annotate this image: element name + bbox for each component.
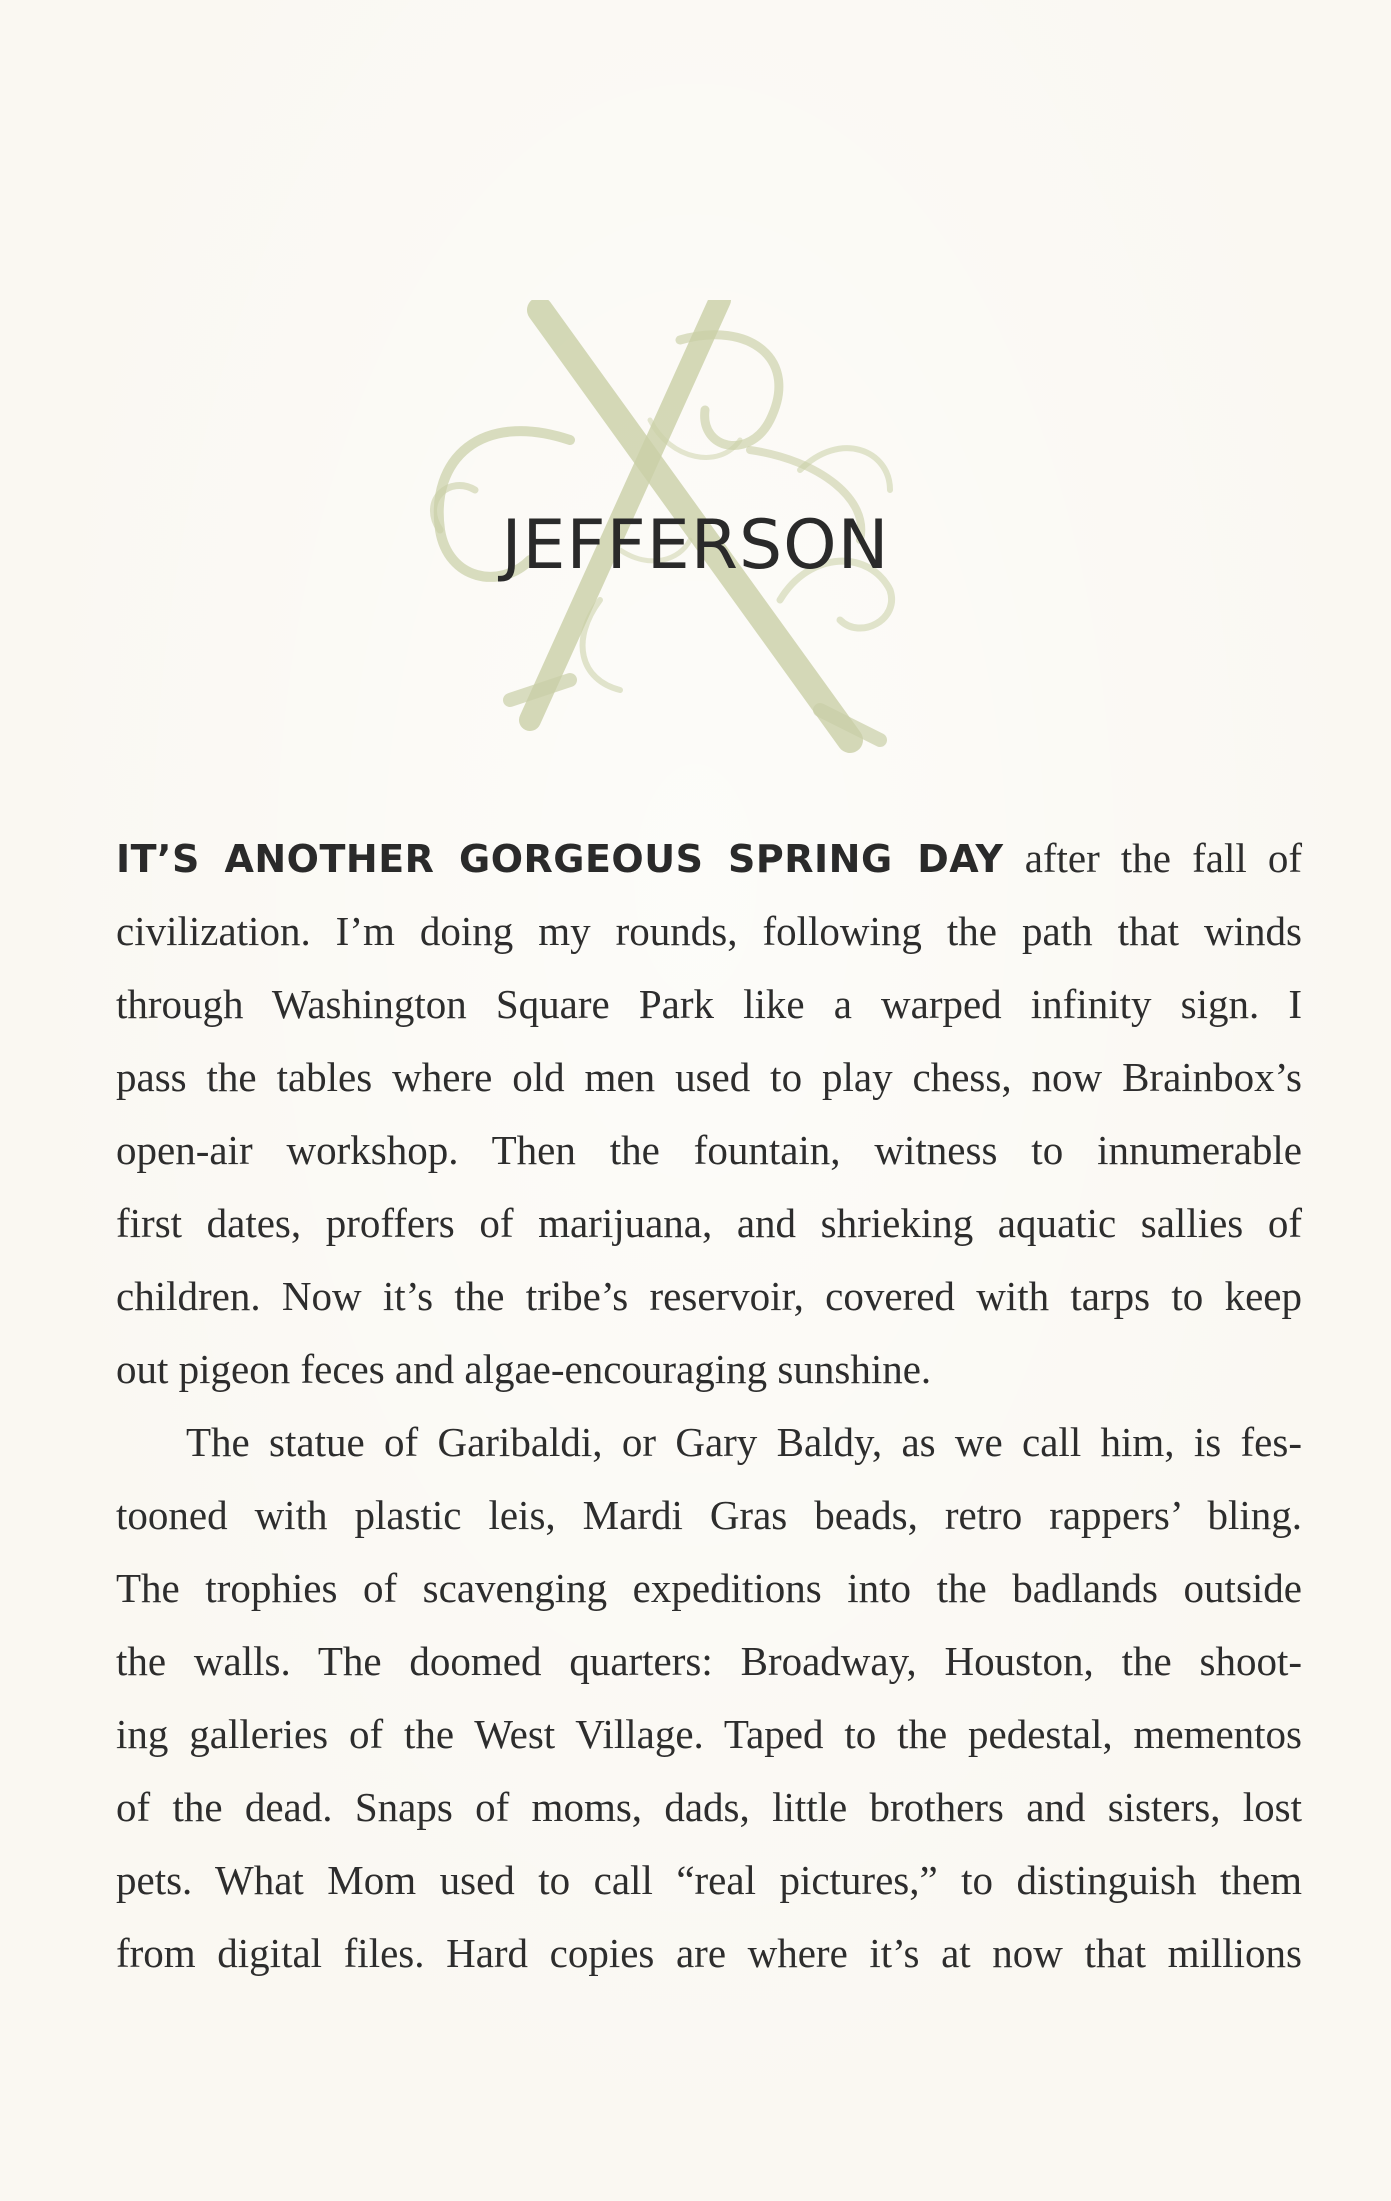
text-line-2: civilization. I’m doing my rounds, following the path that winds [116,908,1302,954]
text-line-13: ing galleries of the West Village. Taped to the pedestal, mementos [116,1711,1302,1757]
text-line-6: first dates, proffers of marijuana, and shrieking aquatic sallies of [116,1200,1302,1246]
text-line-10: tooned with plastic leis, Mardi Gras beads, retro rappers’ bling. [116,1492,1302,1538]
text-line-14: of the dead. Snaps of moms, dads, little brothers and sisters, lost [116,1784,1302,1830]
body-text [116,822,1302,1990]
text-line-8: out pigeon feces and algae-encouraging sunshine. [116,1346,932,1392]
text-line-7: children. Now it’s the tribe’s reservoir, covered with tarps to keep [116,1273,1302,1319]
text-line-1-rest: after the fall of [1003,835,1302,881]
text-line-15: pets. What Mom used to call “real pictures,” to distinguish them [116,1857,1302,1903]
text-line-3: through Washington Square Park like a warped infinity sign. I [116,981,1302,1027]
text-line-1 [116,822,1302,895]
chapter-title: JEFFERSON [501,506,890,585]
text-line-5: open-air workshop. Then the fountain, witness to innumerable [116,1127,1302,1173]
text-line-9: The statue of Garibaldi, or Gary Baldy, as we call him, is fes- [186,1419,1302,1465]
lead-in-text: IT’S ANOTHER GORGEOUS SPRING DAY [116,837,1004,881]
text-line-12: the walls. The doomed quarters: Broadway, Houston, the shoot- [116,1638,1302,1684]
text-line-11: The trophies of scavenging expeditions into the badlands outside [116,1565,1302,1611]
text-line-16: from digital files. Hard copies are where it’s at now that millions [116,1930,1302,1976]
text-line-4: pass the tables where old men used to play chess, now Brainbox’s [116,1054,1302,1100]
